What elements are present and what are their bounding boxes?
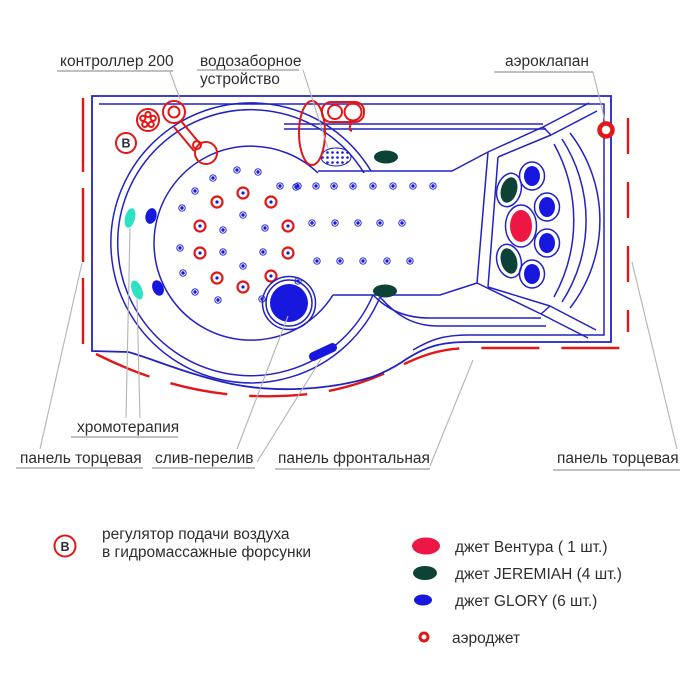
leader-end-panel-right	[632, 262, 677, 449]
aerojet-core	[269, 274, 272, 277]
floor-dot-core	[178, 246, 181, 249]
leader-controller	[170, 72, 180, 99]
air-regulator-letter: В	[121, 136, 131, 151]
corner-facet-top	[543, 103, 597, 135]
floor-dot-core	[235, 168, 238, 171]
floor-dot-core	[411, 184, 414, 187]
legend-jet-glory	[414, 593, 597, 610]
floor-dot-core	[221, 250, 224, 253]
label-drain-overflow: слив-перелив	[155, 450, 254, 467]
label-air-valve: аэроклапан	[505, 53, 589, 70]
glory-jet	[539, 233, 555, 253]
floor-dot-core	[263, 226, 266, 229]
glory-jet	[524, 166, 540, 186]
floor-dot-core	[296, 184, 299, 187]
aerojet-core	[198, 251, 201, 254]
floor-dot-core	[256, 170, 259, 173]
leader-water-intake	[303, 70, 328, 148]
front-panel-line	[96, 348, 628, 396]
leader-end-panel-left	[40, 263, 82, 449]
suction-grid	[321, 148, 351, 166]
floor-dot-core	[211, 176, 214, 179]
jeremiah-jet	[374, 151, 398, 164]
aerojet-core	[198, 224, 201, 227]
legend-jet-glory-label: джет GLORY (6 шт.)	[455, 593, 598, 610]
floor-dot-core	[193, 189, 196, 192]
air-regulator-symbol	[116, 133, 136, 153]
backrest-jet-cluster	[493, 162, 560, 288]
jeremiah-jet	[373, 285, 397, 298]
ventura-swatch	[412, 538, 440, 555]
label-chromotherapy: хромотерапия	[77, 419, 180, 436]
floor-dot-core	[431, 184, 434, 187]
glory-jet	[150, 279, 166, 298]
floor-dot-core	[310, 221, 313, 224]
chromo-light-bottom	[129, 279, 146, 301]
floor-dot-core	[378, 221, 381, 224]
tub-outline	[92, 96, 611, 389]
hand-shower	[163, 101, 217, 164]
chromotherapy-lights	[123, 207, 146, 301]
floor-dot-core	[385, 259, 388, 262]
floor-dot-core	[314, 184, 317, 187]
channel-bottom-wall	[333, 283, 477, 295]
floor-dot-core	[241, 264, 244, 267]
overflow	[308, 342, 339, 363]
aerojet-core	[286, 251, 289, 254]
corner-facet-bottom	[541, 306, 596, 338]
legend-aerojet	[420, 630, 520, 647]
drain-overflow-group	[263, 277, 339, 363]
chromo-light-top	[123, 207, 138, 229]
jeremiah-swatch	[413, 566, 437, 580]
aerojet-swatch	[420, 633, 428, 641]
floor-dot-core	[361, 259, 364, 262]
red-fittings	[116, 101, 613, 165]
leader-front-panel	[430, 360, 473, 466]
leader-chromo-1	[126, 228, 130, 418]
legend-air-regulator	[55, 526, 312, 561]
floor-dot-core	[333, 221, 336, 224]
label-water-intake-2: устройство	[200, 71, 280, 88]
label-front-panel: панель фронтальная	[278, 450, 430, 467]
aerojet-core	[241, 285, 244, 288]
floor-dot-core	[216, 298, 219, 301]
floor-dot-core	[332, 184, 335, 187]
floor-dot-core	[408, 259, 411, 262]
legend-air-regulator-line2: в гидромассажные форсунки	[102, 544, 312, 561]
legend	[55, 526, 622, 647]
legend-jet-jeremiah-label: джет JEREMIAH (4 шт.)	[455, 566, 622, 583]
glory-jet	[539, 197, 555, 217]
floor-dot-core	[180, 206, 183, 209]
floor-dot-core	[193, 290, 196, 293]
label-end-panel-right: панель торцевая	[557, 450, 679, 467]
floor-dot-core	[315, 259, 318, 262]
floor-dot-core	[400, 221, 403, 224]
floor-dot-core	[391, 184, 394, 187]
floor-dot-core	[356, 221, 359, 224]
glory-jet	[524, 264, 540, 284]
label-controller-200: контроллер 200	[60, 53, 174, 70]
deck-bottom-line2	[380, 297, 546, 326]
aerojet-core	[215, 200, 218, 203]
label-end-panel-left: панель торцевая	[20, 450, 142, 467]
floor-dot-core	[278, 184, 281, 187]
floor-dot-core	[371, 184, 374, 187]
air-valve	[600, 124, 613, 137]
controller-keypad	[137, 109, 159, 131]
floor-dot-core	[221, 228, 224, 231]
aerojet-core	[215, 276, 218, 279]
floor-dot-core	[261, 250, 264, 253]
floor-dot-core	[181, 271, 184, 274]
floor-dot-core	[351, 184, 354, 187]
floor-dot-core	[338, 259, 341, 262]
tub-outer-rim	[92, 96, 611, 389]
aerojet-core	[286, 224, 289, 227]
floor-dot-core	[241, 213, 244, 216]
legend-jet-ventura-label: джет Вентура ( 1 шт.)	[455, 539, 608, 556]
glory-swatch	[414, 595, 432, 606]
label-water-intake-1: водозаборное	[200, 53, 302, 70]
legend-b-letter: В	[60, 540, 70, 554]
drain	[270, 284, 308, 322]
backrest-arc-inner	[554, 144, 574, 297]
legend-jet-ventura	[412, 538, 608, 557]
legend-air-regulator-line1: регулятор подачи воздуха	[102, 526, 290, 543]
aerojet-core	[241, 191, 244, 194]
legend-aerojet-label: аэроджет	[452, 630, 521, 647]
ventura-jet	[510, 210, 532, 242]
aerojet-core	[269, 200, 272, 203]
legend-jet-jeremiah	[413, 566, 622, 583]
aerojets-group	[195, 188, 294, 293]
